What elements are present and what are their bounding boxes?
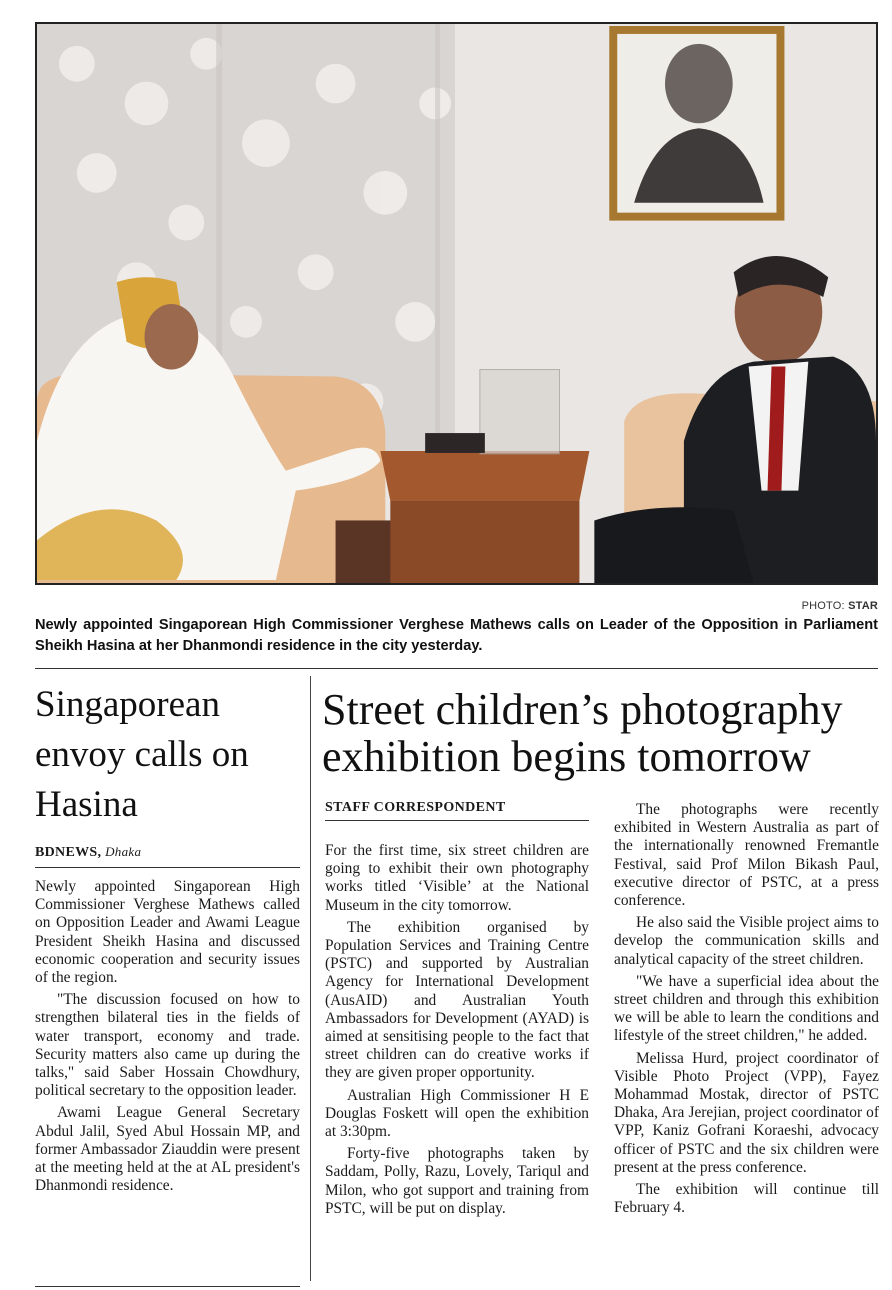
news-photo xyxy=(35,22,878,585)
right-story-header xyxy=(322,686,882,780)
paragraph: He also said the Visible project aims to develop the communication skills and analytical capacity of the street children. xyxy=(614,914,879,968)
left-story xyxy=(35,680,300,1195)
right-story-byline: STAFF CORRESPONDENT xyxy=(325,800,589,821)
left-story-body xyxy=(35,878,300,1195)
paragraph: For the first time, six street children are going to exhibit their own photography works titled ‘Visible’ at the National Museum in the city tomorrow. xyxy=(325,842,589,914)
left-story-byline-place: Dhaka xyxy=(105,844,142,859)
bottom-rule xyxy=(35,1286,300,1287)
column-divider xyxy=(310,676,311,1281)
left-story-byline xyxy=(35,844,300,868)
photo-credit xyxy=(802,600,878,612)
photo-credit-source: STAR xyxy=(848,600,878,612)
paragraph: The photographs were recently exhibited in Western Australia as part of the internationally renowned Fremantle Festival, said Prof Milon Bikash Paul, executive director of PSTC, at a press conference. xyxy=(614,801,879,910)
photo-of-meeting-image xyxy=(37,24,876,583)
paragraph: Melissa Hurd, project coordinator of Visible Photo Project (VPP), Fayez Mohammad Mostak, director of PSTC Dhaka, Ara Jerejian, project coordinator of VPP, Kaniz Gofrani Koraeshi, advocacy officer of PSTC and the six children were present at the press conference. xyxy=(614,1049,879,1176)
right-story-column-2 xyxy=(614,801,879,1217)
right-story-headline: Street children’s photography exhibition begins tomorrow xyxy=(322,685,843,781)
paragraph: Forty-five photographs taken by Saddam, Polly, Razu, Lovely, Tariqul and Milon, who got support and training from PSTC, will be put on display. xyxy=(325,1145,589,1217)
paragraph: "We have a superficial idea about the street children and through this exhibition we will be able to learn the conditions and lifestyle of the street children," he added. xyxy=(614,972,879,1045)
paragraph: Australian High Commissioner H E Douglas Foskett will open the exhibition at 3:30pm. xyxy=(325,1086,589,1141)
right-story-column-1 xyxy=(325,842,589,1218)
photo-credit-prefix: PHOTO: xyxy=(801,600,849,612)
left-story-headline: Singaporean envoy calls on Hasina xyxy=(35,684,249,825)
paragraph: Newly appointed Singaporean High Commissioner Verghese Mathews called on Opposition Leader and Awami League President Sheikh Hasina and discussed economic cooperation and security issues of the region. xyxy=(35,878,300,987)
photo-caption: Newly appointed Singaporean High Commissioner Verghese Mathews calls on Leader of the Opposition in Parliament Sheikh Hasina at her Dhanmondi residence in the city yesterday. xyxy=(35,617,878,654)
paragraph: The exhibition organised by Population Services and Training Centre (PSTC) and supported by Australian Agency for International Development (AusAID) and Australian Youth Ambassadors for Development (AYAD) is aimed at sensitising people to the fact that street children can do creative works if they are given proper opportunity. xyxy=(325,918,589,1082)
left-story-byline-source: BDNEWS, xyxy=(35,845,102,860)
section-divider xyxy=(35,668,878,669)
paragraph: "The discussion focused on how to strengthen bilateral ties in the fields of water transport, economy and trade. Security matters also came up during the talks," said Saber Hossain Chowdhury, political secretary to the opposition leader. xyxy=(35,991,300,1100)
paragraph: Awami League General Secretary Abdul Jalil, Syed Abul Hossain MP, and former Ambassador Ziauddin were present at the meeting held at the at AL president's Dhanmondi residence. xyxy=(35,1104,300,1195)
paragraph: The exhibition will continue till February 4. xyxy=(614,1181,879,1217)
